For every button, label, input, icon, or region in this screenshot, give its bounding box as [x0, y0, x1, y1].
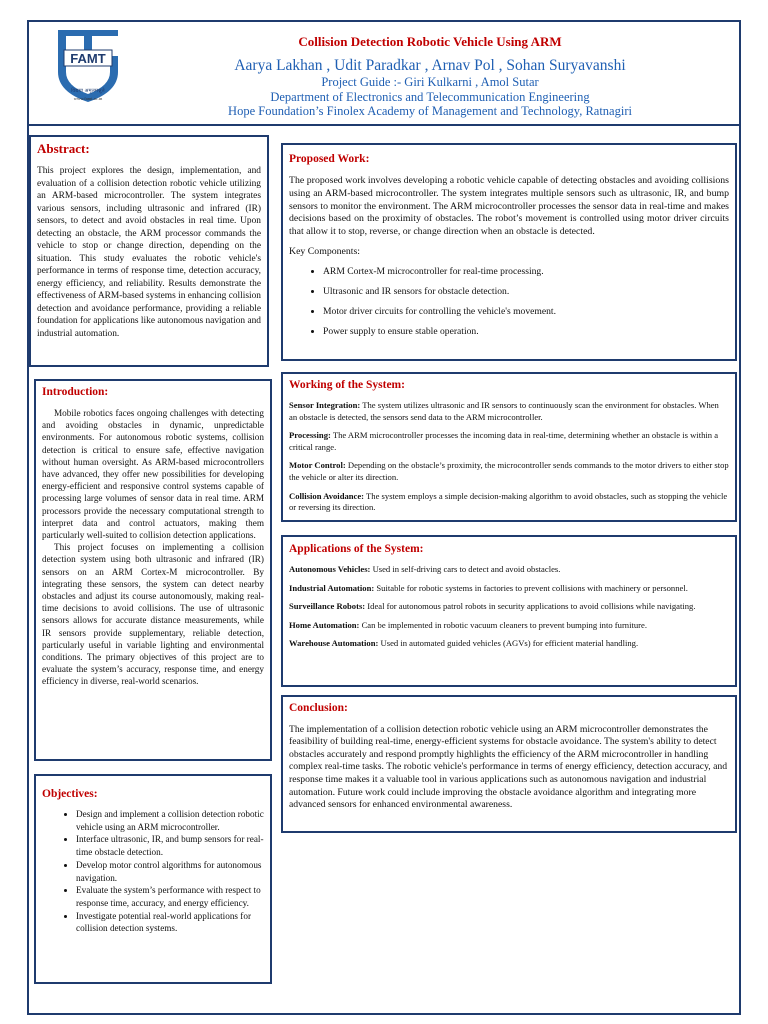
conclusion-text: The implementation of a collision detection robotic vehicle using an ARM microcontroller demonstrates the feasibility of building real-time, energy-efficient systems for obstacle avoidance. The system's ability to detect obstacles accurately and respond promptly highlights the efficiency of the ARM microcontroller in handling complex real-time tasks. The robotic vehicle's performance in terms of energy efficiency, detection accuracy, and response time makes it a valuable tool in various applications such as autonomous navigation and industrial automation. Future work could include improving the obstacle avoidance algorithm and integrating more advanced sensors for enhanced environmental awareness. — [289, 723, 728, 811]
working-item-motor-control — [289, 460, 729, 483]
logo-tagline: विद्यया अमृतमश्नुते — [71, 89, 105, 94]
introduction-section — [34, 379, 272, 761]
working-item-label: Sensor Integration: — [289, 400, 361, 410]
application-item-label: Warehouse Automation: — [289, 638, 379, 649]
objectives-heading: Objectives: — [42, 788, 98, 800]
conclusion-section — [281, 695, 737, 833]
working-item-processing — [289, 430, 729, 453]
poster-title: Collision Detection Robotic Vehicle Using ARM — [298, 34, 562, 49]
application-item-text: Ideal for autonomous patrol robots in security applications to avoid collisions while navigating. — [365, 601, 696, 612]
objective-item: • Evaluate the system’s performance with respect to response time, accuracy, and energy efficiency. — [76, 884, 264, 909]
introduction-para-1: Mobile robotics faces ongoing challenges with detecting and avoiding obstacles in dynamic, unpredictable environments. For autonomous robotic systems, collision detection is critical to ensure safe, effective navigation without human oversight. As ARM-based microcontrollers have advanced, they offer new possibilities for developing energy-efficient and responsive control systems capable of processing large volumes of sensor data in real time. ARM processors provide the necessary computational strength to interpret data and control actuators, making them particularly well-suited to collision detection applications. — [42, 408, 264, 541]
logo-text: FAMT — [70, 51, 106, 66]
applications-section — [281, 535, 737, 687]
working-item-text: The system utilizes ultrasonic and IR sensors to continuously scan the environment for obstacles. When an obstacle is detected, the sensors send data to the ARM microcontroller. — [289, 400, 719, 422]
key-components-label: Key Components: — [289, 245, 361, 257]
famt-logo — [52, 26, 124, 106]
application-item-text: Suitable for robotic systems in factories to prevent collisions with machinery or personnel. — [374, 582, 688, 593]
introduction-heading: Introduction: — [42, 386, 109, 398]
objective-item: • Develop motor control algorithms for autonomous navigation. — [76, 859, 264, 884]
authors: Aarya Lakhan , Udit Paradkar , Arnav Pol , Sohan Suryavanshi — [234, 57, 626, 74]
working-item-label: Processing: — [289, 430, 331, 441]
application-item-home-automation — [289, 620, 729, 632]
application-item-text: Used in automated guided vehicles (AGVs) for efficient material handling. — [378, 638, 639, 649]
institute: Hope Foundation’s Finolex Academy of Management and Technology, Ratnagiri — [228, 104, 632, 118]
department: Department of Electronics and Telecommunication Engineering — [270, 90, 590, 104]
objectives-section — [34, 774, 272, 984]
proposed-work-text: The proposed work involves developing a robotic vehicle capable of detecting obstacles and avoiding collisions using an ARM-based microcontroller. The system integrates multiple sensors such as ultrasonic, IR, and bump sensors to monitor the environment. The ARM microcontroller processes the sensor data in real-time and makes decisions based on the proximity of obstacles. The robot’s movement is controlled using motor driver circuits that allow it to stop, reverse, or change direction when an obstacle is detected. — [289, 175, 729, 238]
application-item-warehouse-automation — [289, 638, 729, 650]
application-item-label: Industrial Automation: — [289, 582, 375, 593]
objective-item: • Investigate potential real-world applications for collision detection systems. — [76, 910, 264, 935]
working-item-text: The system employs a simple decision-making algorithm to avoid obstacles, such as stopping the vehicle or reversing its direction. — [289, 490, 728, 513]
application-item-autonomous-vehicles — [289, 564, 729, 576]
key-component-item: • ARM Cortex-M microcontroller for real-time processing. — [323, 266, 729, 277]
logo-url: www.famt.ac.in — [73, 96, 103, 101]
working-item-text: Depending on the obstacle’s proximity, the microcontroller sends commands to the motor drivers to either stop the vehicle or alter its direction. — [289, 460, 729, 482]
working-item-label: Motor Control: — [289, 460, 346, 471]
abstract-section — [29, 135, 269, 367]
objective-item: • Design and implement a collision detection robotic vehicle using an ARM microcontroller. — [76, 808, 264, 833]
application-item-label: Home Automation: — [289, 619, 360, 630]
application-item-label: Autonomous Vehicles: — [289, 564, 371, 574]
working-item-sensor-integration — [289, 400, 729, 423]
application-item-text: Can be implemented in robotic vacuum cleaners to prevent bumping into furniture. — [359, 619, 647, 630]
application-item-label: Surveillance Robots: — [289, 601, 366, 612]
application-item-surveillance-robots — [289, 601, 729, 613]
application-item-industrial-automation — [289, 583, 729, 595]
working-heading: Working of the System: — [289, 379, 405, 391]
abstract-heading: Abstract: — [37, 141, 90, 156]
project-guide: Project Guide :- Giri Kulkarni , Amol Sutar — [321, 75, 539, 89]
objective-item: • Interface ultrasonic, IR, and bump sensors for real-time obstacle detection. — [76, 833, 264, 858]
working-item-label: Collision Avoidance: — [289, 490, 365, 501]
working-item-text: The ARM microcontroller processes the incoming data in real-time, determining whether an obstacle is within a critical range. — [289, 430, 719, 452]
introduction-para-2: This project focuses on implementing a collision detection system using both ultrasonic and infrared (IR) sensors on an ARM Cortex-M microcontroller. By integrating these sensors, the system can detect nearby obstacles and adjust its course autonomously, making real-time decisions to avoid collisions. The use of ultrasonic sensors allows for accurate distance measurements, while IR sensors provide supplementary, reliable detection, particularly useful in variable lighting and environmental conditions. The primary objectives of this project are to evaluate the system’s accuracy, response time, and energy efficiency in diverse, real-world scenarios. — [42, 542, 264, 687]
key-component-item: • Power supply to ensure stable operation. — [323, 326, 729, 337]
working-item-collision-avoidance — [289, 491, 729, 514]
proposed-work-section — [281, 143, 737, 361]
application-item-text: Used in self-driving cars to detect and avoid obstacles. — [370, 564, 561, 574]
key-component-item: • Motor driver circuits for controlling the vehicle's movement. — [323, 306, 729, 317]
objectives-list — [42, 808, 264, 935]
applications-heading: Applications of the System: — [289, 543, 424, 555]
proposed-work-heading: Proposed Work: — [289, 153, 370, 165]
working-section — [281, 372, 737, 522]
key-components-list — [289, 266, 729, 337]
conclusion-heading: Conclusion: — [289, 702, 348, 714]
abstract-text: This project explores the design, implementation, and evaluation of a collision detection robotic vehicle utilizing an ARM-based microcontroller. The system integrates various sensors, including ultrasonic and infrared (IR) sensors, to detect and avoid obstacles in real time. Upon detecting an obstacle, the ARM processor commands the vehicle to stop or change direction, depending on the situation. This study evaluates the robotic vehicle's performance in terms of response time, detection accuracy, energy efficiency, and reliability. Results demonstrate the effectiveness of ARM-based systems in enhancing collision detection and avoidance performance, providing a reliable foundation for applications like autonomous navigation and industrial automation. — [37, 166, 261, 339]
key-component-item: • Ultrasonic and IR sensors for obstacle detection. — [323, 286, 729, 297]
